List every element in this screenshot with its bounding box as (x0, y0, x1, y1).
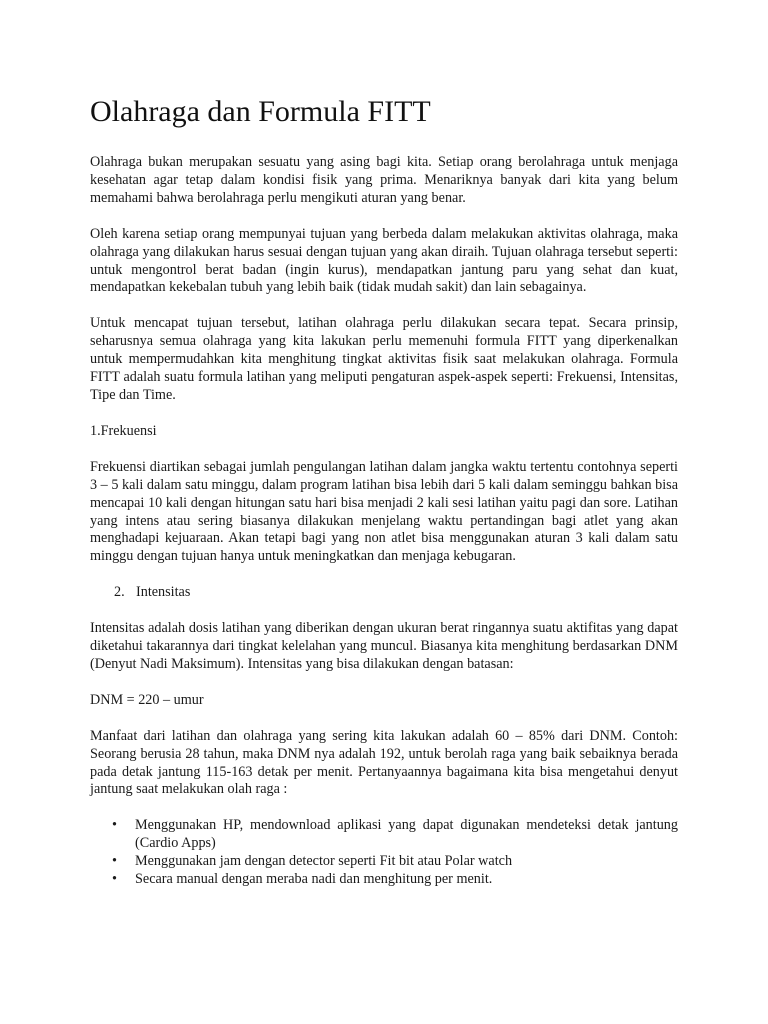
paragraph-intensitas: Intensitas adalah dosis latihan yang diberikan dengan ukuran berat ringannya suatu aktifitas yang dapat diketahui takarannya dari tingkat kelelahan yang muncul. Biasanya kita menghitung berdasarkan DNM (Denyut Nadi Maksimum). Intensitas yang bisa dilakukan dengan batasan: (90, 620, 678, 672)
list-item-text: Menggunakan HP, mendownload aplikasi yang dapat digunakan mendeteksi detak jantung (Cardio Apps) (135, 817, 678, 852)
formula-dnm: DNM = 220 – umur (90, 691, 204, 708)
paragraph-goals: Oleh karena setiap orang mempunyai tujuan yang berbeda dalam melakukan aktivitas olahraga, maka olahraga yang dilakukan harus sesuai dengan tujuan yang akan diraih. Tujuan olahraga tersebut seperti: untuk mengontrol berat badan (ingin kurus), mendapatkan jantung paru yang sehat dan kuat, mendapatkan kekebalan tubuh yang lebih baik (tidak mudah sakit) dan lain sebagainya. (90, 225, 678, 296)
paragraph-manfaat: Manfaat dari latihan dan olahraga yang sering kita lakukan adalah 60 – 85% dari DNM. Contoh: Seorang berusia 28 tahun, maka DNM nya adalah 192, untuk berolah raga yang baik sebaiknya berada pada detak jantung 115-163 detak per menit. Pertanyaannya bagaimana kita bisa mengetahui denyut jantung saat melakukan olah raga : (90, 727, 678, 798)
paragraph-intro: Olahraga bukan merupakan sesuatu yang asing bagi kita. Setiap orang berolahraga untuk menjaga kesehatan agar tetap dalam kondisi fisik yang prima. Menariknya banyak dari kita yang belum memahami bahwa berolahraga perlu mengikuti aturan yang benar. (90, 154, 678, 206)
section-heading-frekuensi: 1.Frekuensi (90, 422, 157, 439)
bullet-icon: • (112, 817, 117, 834)
section-label: Intensitas (136, 584, 191, 601)
list-item (90, 817, 678, 853)
bullet-list (90, 817, 678, 889)
document-title: Olahraga dan Formula FITT (90, 95, 431, 128)
document-page (90, 92, 678, 889)
bullet-icon: • (112, 853, 117, 870)
bullet-icon: • (112, 871, 117, 888)
section-heading-intensitas (90, 584, 678, 602)
list-item (90, 871, 678, 889)
section-number: 2. (114, 584, 125, 601)
list-item-text: Secara manual dengan meraba nadi dan menghitung per menit. (135, 871, 493, 888)
paragraph-frekuensi: Frekuensi diartikan sebagai jumlah pengulangan latihan dalam jangka waktu tertentu contohnya seperti 3 – 5 kali dalam satu minggu, dalam program latihan bisa lebih dari 5 kali dalam seminggu bahkan bisa mencapai 10 kali dengan hitungan satu hari bisa menjadi 2 kali sesi latihan yaitu pagi dan sore. Latihan yang intens atau sering biasanya dilakukan menjelang waktu pertandingan bagi atlet yang akan menghadapi kejuaraan. Akan tetapi bagi yang non atlet bisa menggunakan aturan 3 kali dalam satu minggu dengan tujuan hanya untuk meningkatkan dan menjaga kebugaran. (90, 458, 678, 565)
list-item-text: Menggunakan jam dengan detector seperti Fit bit atau Polar watch (135, 853, 513, 870)
paragraph-fitt: Untuk mencapat tujuan tersebut, latihan olahraga perlu dilakukan secara tepat. Secara prinsip, seharusnya semua olahraga yang kita lakukan perlu memenuhi formula FITT yang diperkenalkan untuk mempermudahkan kita menghitung tingkat aktivitas fisik saat melakukan olahraga. Formula FITT adalah suatu formula latihan yang meliputi pengaturan aspek-aspek seperti: Frekuensi, Intensitas, Tipe dan Time. (90, 315, 678, 403)
list-item (90, 853, 678, 871)
